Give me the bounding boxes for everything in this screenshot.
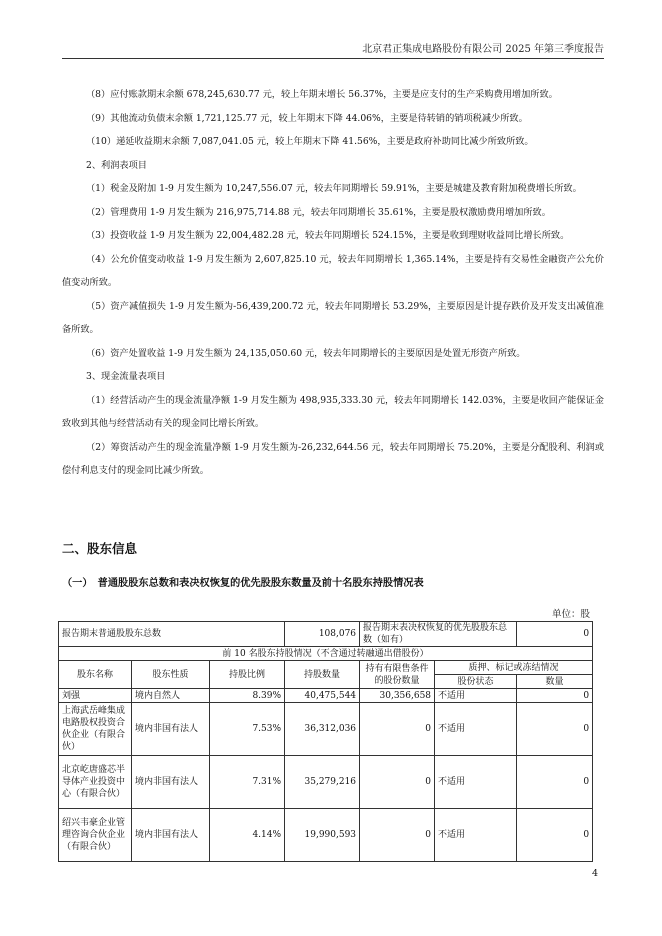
cell-restricted: 0: [360, 703, 435, 756]
paragraph: （9）其他流动负债末余额 1,721,125.77 元，较上年期末下降 44.06%，主要是待转销的销项税减少所致。: [86, 112, 528, 124]
cell-count: 19,990,593: [285, 809, 360, 862]
cell-ratio: 7.53%: [210, 703, 285, 756]
cell-name: 北京屹唐盛芯半导体产业投资中心（有限合伙）: [59, 756, 132, 809]
shareholder-table: [58, 621, 593, 862]
cell-pledge: 0: [517, 703, 593, 756]
paragraph: （3）投资收益 1-9 月发生额为 22,004,482.28 元，较去年同期增长 524.15%，主要是收到理财收益同比增长所致。: [86, 230, 570, 241]
summary-common-label: 报告期末普通股股东总数: [59, 622, 285, 647]
cell-status: 不适用: [435, 756, 517, 809]
body-text: [62, 83, 604, 483]
col-header-pledge-count: 数量: [517, 675, 593, 689]
cell-count: 35,279,216: [285, 756, 360, 809]
col-header-count: 持股数量: [285, 661, 360, 689]
cell-restricted: 0: [360, 809, 435, 862]
cell-pledge: 0: [517, 689, 593, 703]
subsection-heading: 2、利润表项目: [86, 159, 147, 171]
section-title: 二、股东信息: [62, 541, 138, 556]
cell-pledge: 0: [517, 756, 593, 809]
paragraph: （1）税金及附加 1-9 月发生额为 10,247,556.07 元，较去年同期增长 59.91%，主要是城建及教育附加税费增长所致。: [86, 183, 582, 194]
cell-status: 不适用: [435, 703, 517, 756]
paragraph: （6）资产处置收益 1-9 月发生额为 24,135,050.60 元，较去年同期增长的主要原因是处置无形资产所致。: [86, 347, 526, 359]
summary-preferred-value: 0: [517, 622, 593, 647]
cell-ratio: 4.14%: [210, 809, 285, 862]
summary-row: [59, 622, 593, 647]
cell-name: 上海武岳峰集成电路股权投资合伙企业（有限合伙）: [59, 703, 132, 756]
cell-count: 40,475,544: [285, 689, 360, 703]
cell-name: 刘强: [59, 689, 132, 703]
cell-ratio: 7.31%: [210, 756, 285, 809]
summary-preferred-label: 报告期末表决权恢复的优先股股东总数（如有）: [360, 622, 517, 647]
cell-nature: 境内非国有法人: [132, 703, 210, 756]
paragraph: （5）资产减值损失 1-9 月发生额为-56,439,200.72 元，较去年同期增长 53.29%，主要原因是计提存跌价及开发支出减值准备所致。: [62, 300, 604, 335]
section-subtitle: （一） 普通股股东总数和表决权恢复的优先股股东数量及前十名股东持股情况表: [62, 578, 424, 589]
page-number: 4: [591, 868, 598, 879]
col-header-nature: 股东性质: [132, 661, 210, 689]
paragraph: （10）递延收益期末余额 7,087,041.05 元，较上年期末下降 41.56%，主要是政府补助同比减少所致所致。: [86, 136, 534, 147]
col-header-ratio: 持股比例: [210, 661, 285, 689]
summary-common-value: 108,076: [285, 622, 360, 647]
paragraph: （4）公允价值变动收益 1-9 月发生额为 2,607,825.10 元，较去年同期增长 1,365.14%，主要是持有交易性金融资产公允价值变动所致。: [62, 253, 604, 288]
table-header-row: [59, 661, 593, 675]
paragraph: （2）筹资活动产生的现金流量净额 1-9 月发生额为-26,232,644.56 元，较去年同期增长 75.20%，主要是分配股利、利润或偿付利息支付的现金同比减少所致。: [62, 441, 604, 476]
cell-status: 不适用: [435, 809, 517, 862]
cell-pledge: 0: [517, 809, 593, 862]
table-row: [59, 756, 593, 809]
table-row: [59, 703, 593, 756]
header-divider: [62, 58, 604, 59]
cell-restricted: 30,356,658: [360, 689, 435, 703]
col-header-pledge-status: 股份状态: [435, 675, 517, 689]
col-header-restricted: 持有有限售条件的股份数量: [360, 661, 435, 689]
cell-nature: 境内自然人: [132, 689, 210, 703]
paragraph: （8）应付账款期末余额 678,245,630.77 元，较上年期末增长 56.37%，主要是应支付的生产采购费用增加所致。: [86, 89, 558, 100]
cell-nature: 境内非国有法人: [132, 756, 210, 809]
cell-nature: 境内非国有法人: [132, 809, 210, 862]
paragraph: （1）经营活动产生的现金流量净额 1-9 月发生额为 498,935,333.30 元，较去年同期增长 142.03%，主要是收回产能保证金致收到其他与经营活动有关的现金同比增长所致。: [62, 394, 604, 429]
subsection-heading: 3、现金流量表项目: [86, 371, 166, 382]
cell-ratio: 8.39%: [210, 689, 285, 703]
table-row: [59, 689, 593, 703]
cell-restricted: 0: [360, 756, 435, 809]
paragraph: （2）管理费用 1-9 月发生额为 216,975,714.88 元，较去年同期增长 35.61%，主要是股权激励费用增加所致。: [86, 206, 551, 218]
cell-status: 不适用: [435, 689, 517, 703]
top10-caption: 前 10 名股东持股情况（不含通过转融通出借股份）: [59, 647, 593, 661]
cell-count: 36,312,036: [285, 703, 360, 756]
caption-row: [59, 647, 593, 661]
cell-name: 绍兴韦豪企业管理咨询合伙企业（有限合伙）: [59, 809, 132, 862]
col-header-pledge: 质押、标记或冻结情况: [435, 661, 593, 675]
page-header: 北京君正集成电路股份有限公司 2025 年第三季度报告: [362, 44, 604, 55]
col-header-name: 股东名称: [59, 661, 132, 689]
unit-label: 单位：股: [551, 609, 590, 620]
table-row: [59, 809, 593, 862]
